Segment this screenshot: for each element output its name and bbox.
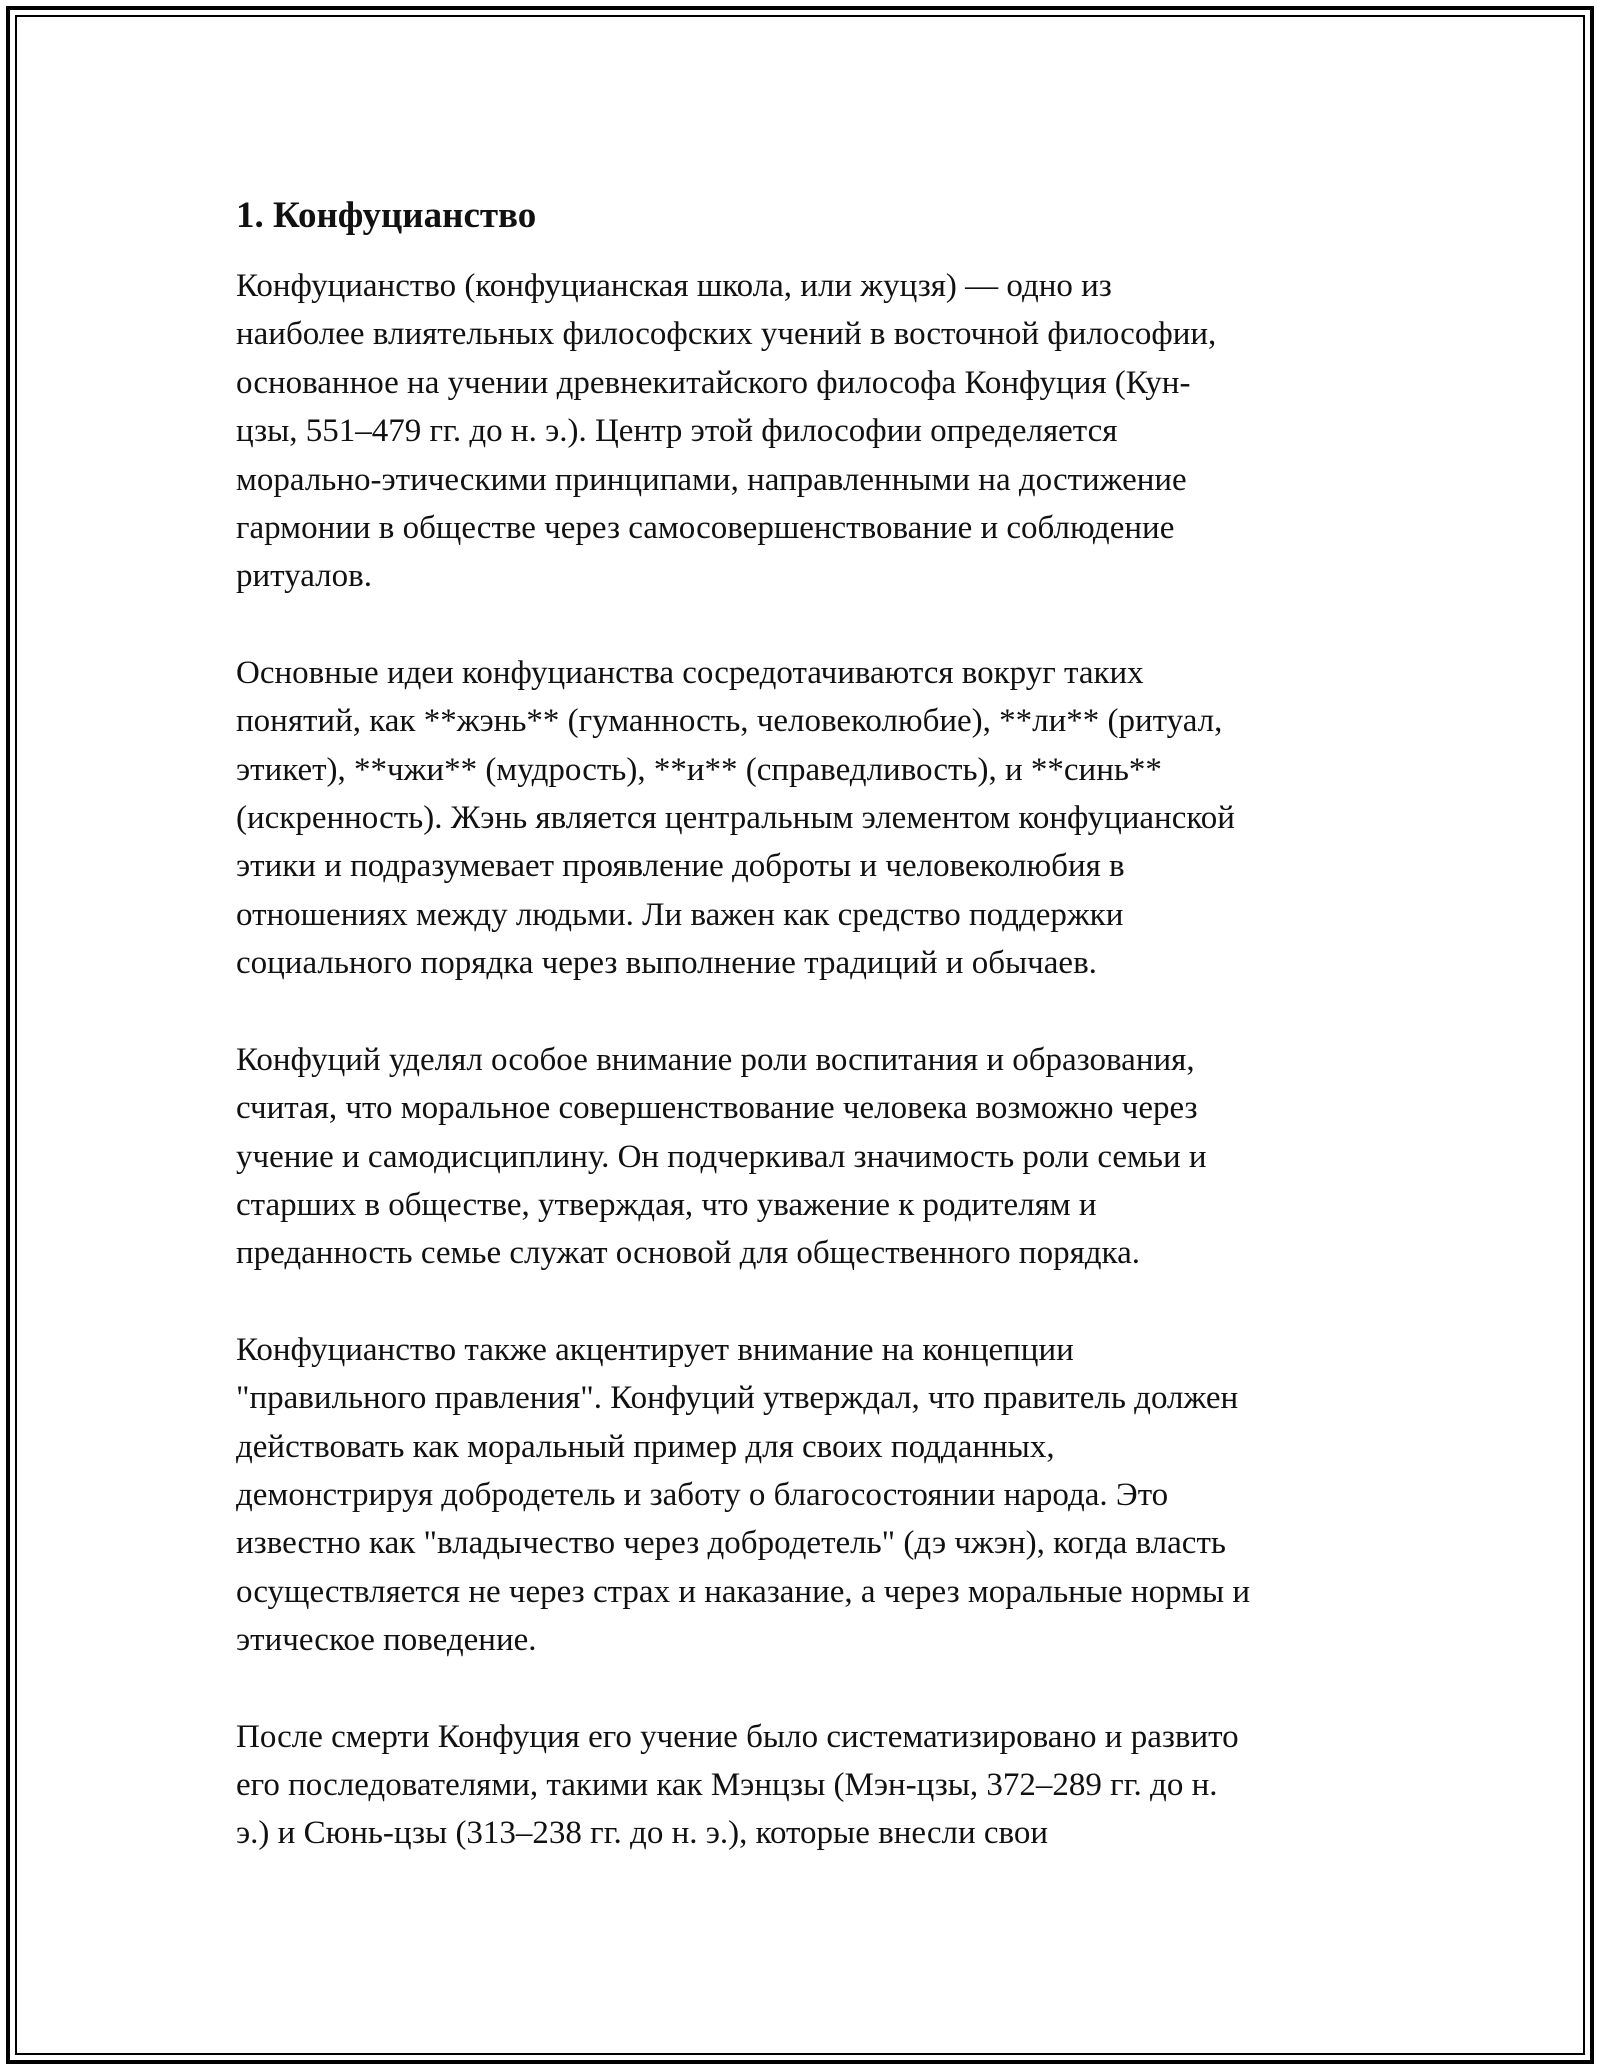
paragraph-intro [236, 262, 1376, 601]
text-line: основанное на учении древнекитайского философа Конфуция (Кун- [236, 364, 1191, 401]
text-line: этическое поведение. [236, 1622, 537, 1659]
text-line: действовать как моральный пример для своих подданных, [236, 1428, 1055, 1465]
document-title: 1. Конфуцианство [236, 195, 537, 236]
text-line: его последователями, такими как Мэнцзы (Мэн-цзы, 372–289 гг. до н. [236, 1766, 1218, 1803]
text-line: известно как "владычество через добродетель" (дэ чжэн), когда власть [236, 1525, 1226, 1562]
text-line: "правильного правления". Конфуций утверждал, что правитель должен [236, 1380, 1239, 1417]
text-line: этикет), **чжи** (мудрость), **и** (справедливость), и **синь** [236, 751, 1162, 788]
paragraph-successors [236, 1713, 1376, 1858]
text-line: Основные идеи конфуцианства сосредотачиваются вокруг таких [236, 654, 1144, 691]
text-line: Конфуций уделял особое внимание роли воспитания и образования, [236, 1041, 1195, 1078]
text-line: отношениях между людьми. Ли важен как средство поддержки [236, 896, 1124, 933]
text-line: старших в обществе, утверждая, что уважение к родителям и [236, 1186, 1097, 1223]
text-line: э.) и Сюнь-цзы (313–238 гг. до н. э.), которые внесли свои [236, 1815, 1049, 1852]
text-line: считая, что моральное совершенствование человека возможно через [236, 1090, 1198, 1127]
text-line: ритуалов. [236, 558, 372, 595]
text-line: Конфуцианство (конфуцианская школа, или жуцзя) — одно из [236, 268, 1112, 304]
text-line: осуществляется не через страх и наказание, а через моральные нормы и [236, 1573, 1251, 1610]
text-line: этики и подразумевает проявление доброты и человеколюбия в [236, 848, 1125, 885]
text-line: цзы, 551–479 гг. до н. э.). Центр этой философии определяется [236, 413, 1118, 450]
text-line: Конфуцианство также акцентирует внимание на концепции [236, 1331, 1074, 1368]
text-line: морально-этическими принципами, направленными на достижение [236, 461, 1187, 498]
text-line: демонстрируя добродетель и заботу о благосостоянии народа. Это [236, 1476, 1169, 1513]
paragraph-governance [236, 1326, 1376, 1665]
text-line: (искренность). Жэнь является центральным элементом конфуцианской [236, 800, 1235, 837]
text-line: гармонии в обществе через самосовершенствование и соблюдение [236, 510, 1175, 547]
paragraph-core-ideas [236, 649, 1376, 988]
text-line: социального порядка через выполнение традиций и обычаев. [236, 945, 1097, 982]
paragraph-education [236, 1036, 1376, 1278]
document-page [236, 188, 1376, 1906]
text-line: наиболее влиятельных философских учений в восточной философии, [236, 316, 1217, 353]
text-line: понятий, как **жэнь** (гуманность, человеколюбие), **ли** (ритуал, [236, 703, 1223, 740]
text-line: учение и самодисциплину. Он подчеркивал значимость роли семьи и [236, 1138, 1207, 1175]
text-line: После смерти Конфуция его учение было систематизировано и развито [236, 1718, 1239, 1755]
text-line: преданность семье служат основой для общественного порядка. [236, 1235, 1140, 1272]
